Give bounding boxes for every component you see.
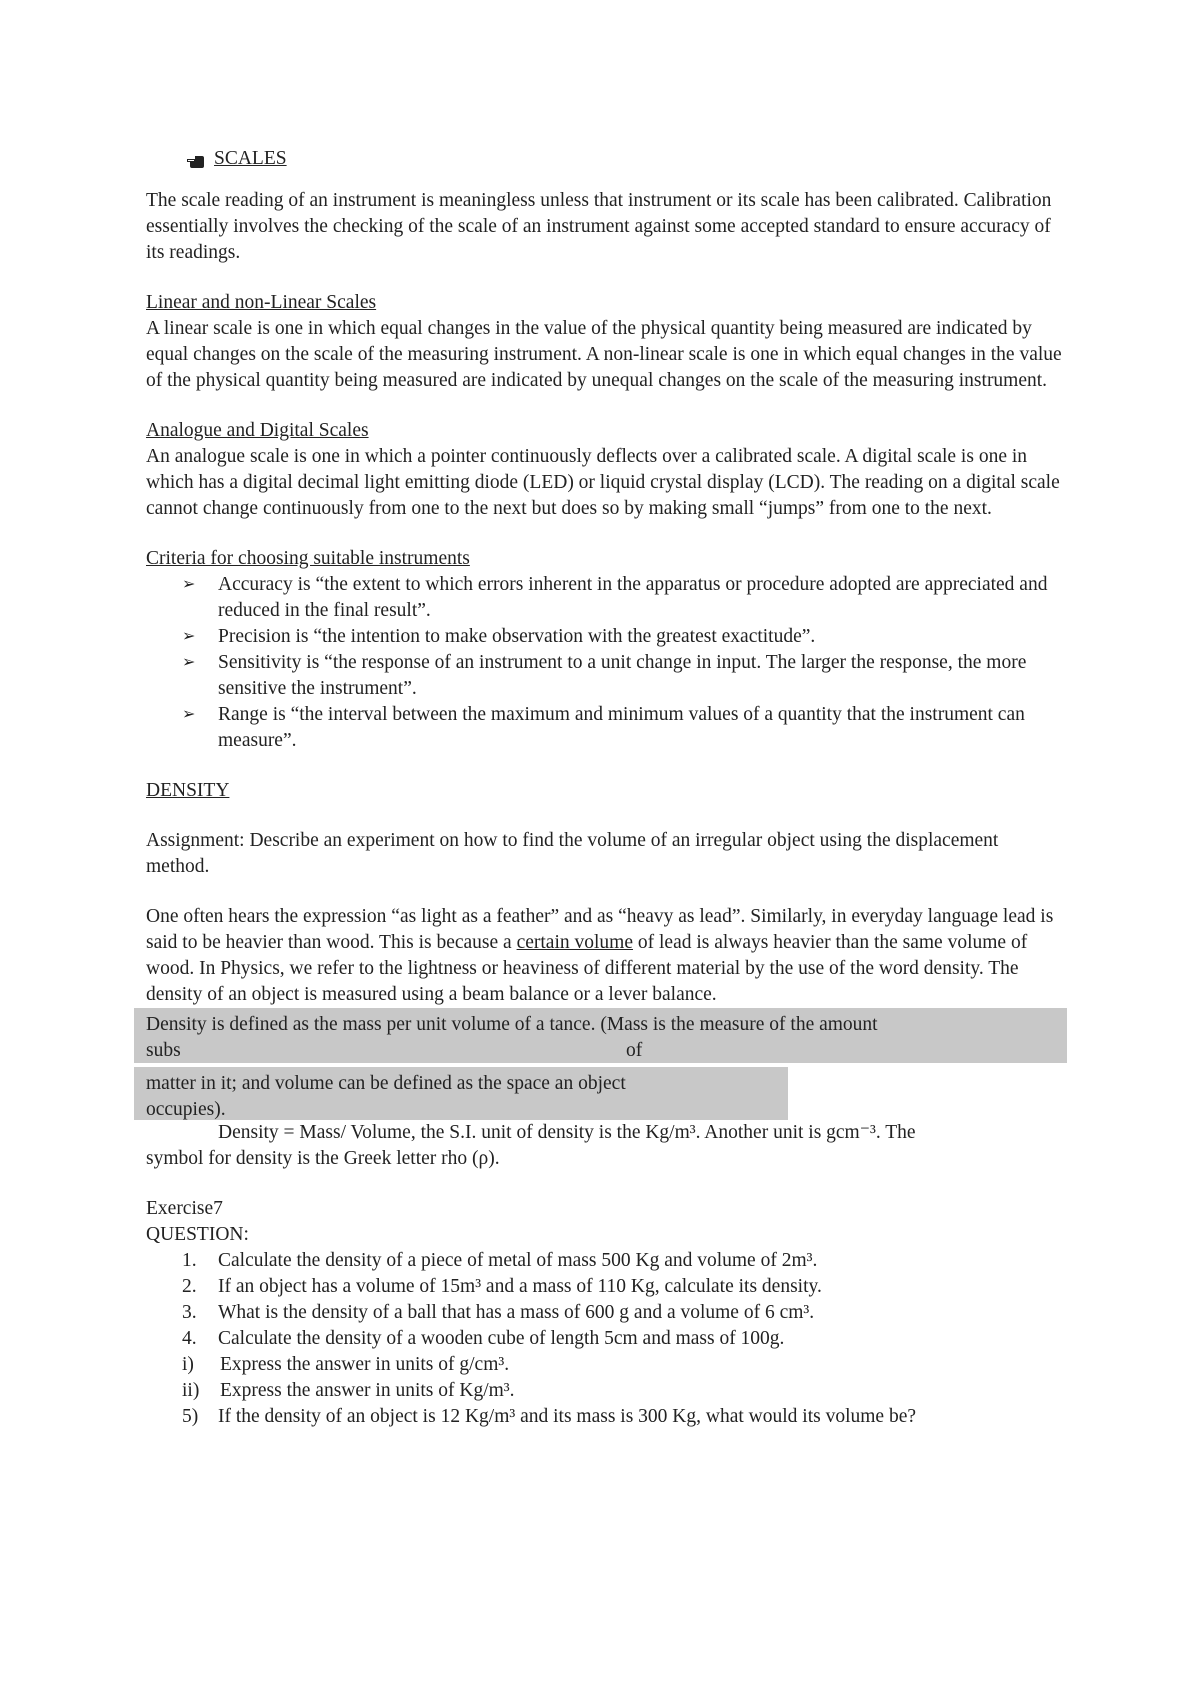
analogue-heading: Analogue and Digital Scales <box>146 420 369 441</box>
density-formula-line-1: Density = Mass/ Volume, the S.I. unit of density is the Kg/m³. Another unit is gcm⁻³. The <box>218 1122 916 1143</box>
definition-line-2b: of <box>626 1040 643 1061</box>
list-item: ➢ Range is “the interval between the maximum and minimum values of a quantity that the instrument can measure”. <box>182 704 1025 751</box>
question-list <box>146 1248 1066 1352</box>
scales-title-line <box>186 146 1066 172</box>
scales-heading: SCALES <box>214 148 287 169</box>
density-formula-line-2: symbol for density is the Greek letter rho (ρ). <box>146 1148 500 1169</box>
arrow-bullet-icon: ➢ <box>182 576 196 593</box>
criteria-list <box>146 572 1066 754</box>
pointing-hand-icon <box>186 151 206 167</box>
subquestion-list <box>146 1352 1066 1404</box>
density-definition-box-2 <box>134 1067 788 1120</box>
document-content <box>146 146 1066 1430</box>
list-item: ➢ Precision is “the intention to make observation with the greatest exactitude”. <box>182 624 1066 650</box>
list-item: i) Express the answer in units of g/cm³. <box>182 1354 510 1375</box>
definition-line-4: occupies). <box>146 1099 226 1120</box>
analogue-text: An analogue scale is one in which a pointer continuously deflects over a calibrated scale. A digital scale is one in which has a digital decimal light emitting diode (LED) or liquid crystal display (LCD). The reading on a digital scale cannot change continuously from one to the next but does so by making small “jumps” from one to the next. <box>146 446 1060 519</box>
definition-line-3: matter in it; and volume can be defined as the space an object <box>146 1073 626 1094</box>
density-assignment: Assignment: Describe an experiment on how to find the volume of an irregular object using the displacement method. <box>146 830 999 877</box>
criteria-heading: Criteria for choosing suitable instruments <box>146 548 470 569</box>
density-definition-box <box>134 1008 1067 1063</box>
list-item: ➢ Accuracy is “the extent to which errors inherent in the apparatus or procedure adopted are appreciated and reduced in the final result”. <box>182 574 1048 621</box>
linear-heading: Linear and non-Linear Scales <box>146 292 377 313</box>
arrow-bullet-icon: ➢ <box>182 706 196 723</box>
question-label: QUESTION: <box>146 1224 249 1245</box>
scales-intro: The scale reading of an instrument is meaningless unless that instrument or its scale has been calibrated. Calibration essentially involves the checking of the scale of an instrument against some accepted standard to ensure accuracy of its readings. <box>146 190 1052 263</box>
final-question-list <box>146 1404 1066 1430</box>
linear-text: A linear scale is one in which equal changes in the value of the physical quantity being measured are indicated by equal changes on the scale of the measuring instrument. A non-linear scale is one in which equal changes in the value of the physical quantity being measured are indicated by unequal changes on the scale of the measuring instrument. <box>146 318 1062 391</box>
density-paragraph: One often hears the expression “as light as a feather” and as “heavy as lead”. Similarly, in everyday language lead is said to be heavier than wood. This is because a certain volume of lead is always heavier than the same volume of wood. In Physics, we refer to the lightness or heaviness of different material by the use of the word density. The density of an object is measured using a beam balance or a lever balance. <box>146 906 1054 1005</box>
list-item: 3. What is the density of a ball that has a mass of 600 g and a volume of 6 cm³. <box>182 1302 815 1323</box>
definition-line-1: Density is defined as the mass per unit volume of a tance. (Mass is the measure of the amount <box>146 1014 878 1035</box>
arrow-bullet-icon: ➢ <box>182 628 196 645</box>
arrow-bullet-icon: ➢ <box>182 654 196 671</box>
list-item: 5) If the density of an object is 12 Kg/m³ and its mass is 300 Kg, what would its volume be? <box>182 1406 917 1427</box>
exercise-title: Exercise7 <box>146 1198 223 1219</box>
list-item: ➢ Sensitivity is “the response of an instrument to a unit change in input. The larger the response, the more sensitive the instrument”. <box>182 652 1027 699</box>
list-item: ii) Express the answer in units of Kg/m³. <box>182 1380 515 1401</box>
list-item: 4. Calculate the density of a wooden cube of length 5cm and mass of 100g. <box>182 1328 785 1349</box>
certain-volume-text: certain volume <box>516 932 633 953</box>
list-item: 2. If an object has a volume of 15m³ and a mass of 110 Kg, calculate its density. <box>182 1276 822 1297</box>
list-item: 1. Calculate the density of a piece of metal of mass 500 Kg and volume of 2m³. <box>182 1250 818 1271</box>
definition-line-2a: subs <box>146 1040 181 1061</box>
density-heading: DENSITY <box>146 780 230 801</box>
